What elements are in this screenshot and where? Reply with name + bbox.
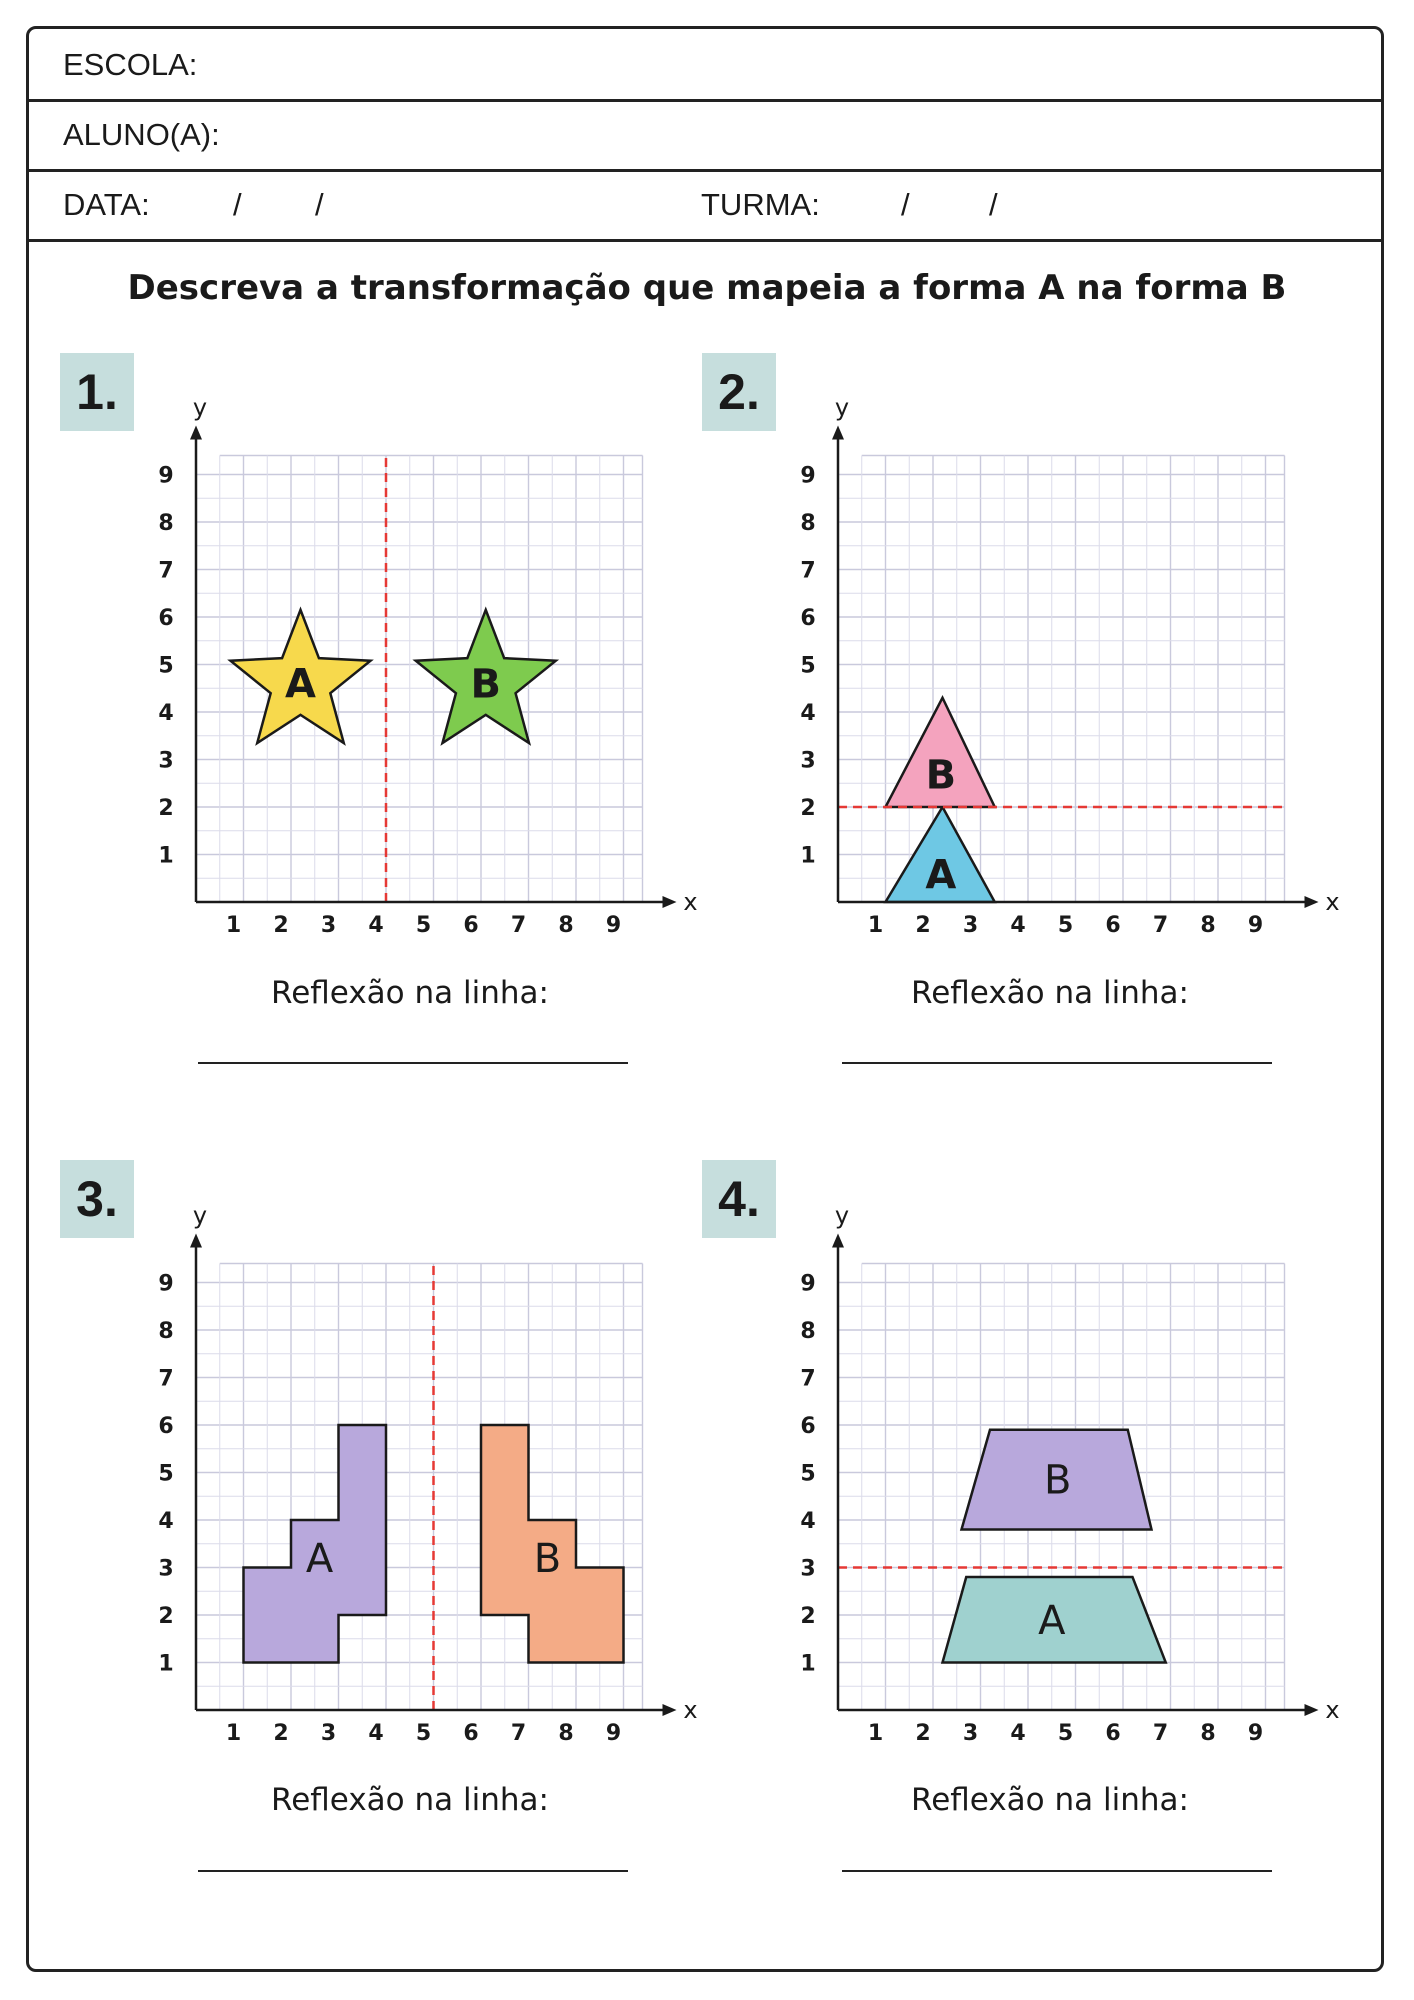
y-axis-label: y [834, 393, 850, 422]
y-tick-label: 5 [800, 1461, 816, 1487]
x-tick-label: 5 [415, 913, 432, 938]
y-axis-arrow [832, 1234, 844, 1248]
y-tick-label: 6 [158, 1414, 174, 1439]
x-tick-label: 1 [867, 1721, 884, 1746]
x-tick-label: 7 [1152, 1721, 1169, 1746]
y-tick-label: 7 [800, 1366, 816, 1392]
x-tick-label: 3 [962, 913, 979, 938]
x-tick-label: 2 [273, 913, 289, 938]
date-class-row [29, 169, 1381, 242]
class-label: TURMA: [701, 187, 820, 222]
y-tick-label: 5 [158, 1461, 174, 1487]
y-axis-arrow [190, 426, 202, 440]
y-tick-label: 8 [800, 511, 816, 536]
y-tick-label: 2 [158, 796, 174, 821]
x-tick-label: 8 [1200, 913, 1216, 938]
y-tick-label: 2 [800, 796, 816, 821]
y-tick-label: 7 [158, 558, 174, 584]
x-tick-label: 5 [1057, 1721, 1074, 1746]
y-tick-label: 8 [158, 511, 174, 536]
date-slash: / [315, 187, 324, 222]
x-tick-label: 2 [915, 913, 931, 938]
y-axis-arrow [190, 1234, 202, 1248]
x-tick-label: 4 [368, 1721, 384, 1746]
y-tick-label: 3 [158, 1556, 174, 1582]
x-tick-label: 3 [320, 913, 337, 938]
x-axis-arrow [663, 1704, 677, 1716]
student-row [29, 99, 1381, 172]
x-tick-label: 7 [510, 913, 527, 938]
y-tick-label: 9 [158, 463, 174, 489]
x-tick-label: 7 [1152, 913, 1169, 938]
y-tick-label: 2 [800, 1604, 816, 1629]
coordinate-grid [792, 380, 1342, 940]
shape-label: B [533, 1536, 562, 1582]
x-tick-label: 4 [368, 913, 384, 938]
shape-label: A [285, 661, 316, 708]
y-tick-label: 8 [158, 1319, 174, 1344]
x-tick-label: 1 [867, 913, 884, 938]
y-tick-label: 7 [158, 1366, 174, 1392]
y-tick-label: 9 [800, 1271, 816, 1297]
x-tick-label: 3 [962, 1721, 979, 1746]
x-tick-label: 6 [1105, 1721, 1121, 1746]
y-tick-label: 5 [800, 653, 816, 679]
y-tick-label: 4 [158, 1509, 174, 1534]
shape-label: A [1038, 1597, 1066, 1644]
x-tick-label: 5 [1057, 913, 1074, 938]
x-tick-label: 2 [273, 1721, 289, 1746]
x-axis-label: x [683, 888, 698, 916]
x-tick-label: 1 [225, 913, 242, 938]
answer-line[interactable] [842, 1870, 1272, 1872]
coordinate-grid [150, 380, 698, 940]
y-tick-label: 4 [800, 1509, 816, 1534]
class-slash: / [901, 187, 910, 222]
x-tick-label: 6 [463, 1721, 479, 1746]
problem-number: 4. [702, 1160, 776, 1238]
x-tick-label: 3 [320, 1721, 337, 1746]
y-axis-label: y [834, 1201, 850, 1230]
y-tick-label: 8 [800, 1319, 816, 1344]
y-tick-label: 6 [800, 1414, 816, 1439]
answer-line[interactable] [842, 1062, 1272, 1064]
problem-caption: Reflexão na linha: [911, 1782, 1189, 1818]
shape-label: A [925, 852, 957, 899]
y-tick-label: 3 [800, 748, 816, 774]
y-tick-label: 1 [800, 1651, 816, 1677]
x-tick-label: 4 [1010, 1721, 1026, 1746]
y-tick-label: 7 [800, 558, 816, 584]
x-axis-label: x [1325, 1696, 1340, 1724]
y-tick-label: 2 [158, 1604, 174, 1629]
shape-label: B [470, 661, 501, 708]
x-tick-label: 9 [1247, 1721, 1264, 1746]
x-tick-label: 1 [225, 1721, 242, 1746]
worksheet-title: Descreva a transformação que mapeia a forma A na forma B [127, 268, 1287, 308]
x-tick-label: 5 [415, 1721, 432, 1746]
problem-number: 1. [60, 353, 134, 431]
shape-label: B [1043, 1457, 1072, 1504]
y-tick-label: 4 [800, 701, 816, 726]
y-tick-label: 3 [800, 1556, 816, 1582]
x-tick-label: 7 [510, 1721, 527, 1746]
shape-label: B [925, 752, 957, 799]
class-slash: / [989, 187, 998, 222]
y-axis-label: y [192, 1201, 208, 1230]
y-tick-label: 4 [158, 701, 174, 726]
problem-caption: Reflexão na linha: [271, 975, 549, 1011]
problem-number: 2. [702, 353, 776, 431]
x-axis-label: x [1325, 888, 1340, 916]
date-slash: / [233, 187, 242, 222]
y-tick-label: 1 [158, 1651, 174, 1677]
x-tick-label: 8 [558, 913, 574, 938]
x-tick-label: 9 [605, 1721, 622, 1746]
answer-line[interactable] [198, 1870, 628, 1872]
problem-caption: Reflexão na linha: [911, 975, 1189, 1011]
x-tick-label: 9 [1247, 913, 1264, 938]
school-label: ESCOLA: [63, 47, 198, 82]
x-axis-arrow [1305, 1704, 1319, 1716]
coordinate-grid [150, 1188, 698, 1748]
y-tick-label: 1 [800, 843, 816, 869]
x-axis-arrow [663, 896, 677, 908]
coordinate-grid [792, 1188, 1342, 1748]
y-axis-label: y [192, 393, 208, 422]
x-tick-label: 2 [915, 1721, 931, 1746]
problem-caption: Reflexão na linha: [271, 1782, 549, 1818]
y-tick-label: 3 [158, 748, 174, 774]
student-label: ALUNO(A): [63, 117, 220, 152]
y-axis-arrow [832, 426, 844, 440]
x-tick-label: 8 [1200, 1721, 1216, 1746]
y-tick-label: 5 [158, 653, 174, 679]
x-tick-label: 6 [1105, 913, 1121, 938]
x-tick-label: 4 [1010, 913, 1026, 938]
x-tick-label: 9 [605, 913, 622, 938]
problem-number: 3. [60, 1160, 134, 1238]
y-tick-label: 1 [158, 843, 174, 869]
school-row [29, 29, 1381, 102]
x-tick-label: 8 [558, 1721, 574, 1746]
y-tick-label: 9 [800, 463, 816, 489]
date-label: DATA: [63, 187, 150, 222]
shape-label: A [305, 1536, 334, 1582]
x-tick-label: 6 [463, 913, 479, 938]
y-tick-label: 6 [158, 606, 174, 631]
y-tick-label: 6 [800, 606, 816, 631]
x-axis-label: x [683, 1696, 698, 1724]
y-tick-label: 9 [158, 1271, 174, 1297]
answer-line[interactable] [198, 1062, 628, 1064]
x-axis-arrow [1305, 896, 1319, 908]
